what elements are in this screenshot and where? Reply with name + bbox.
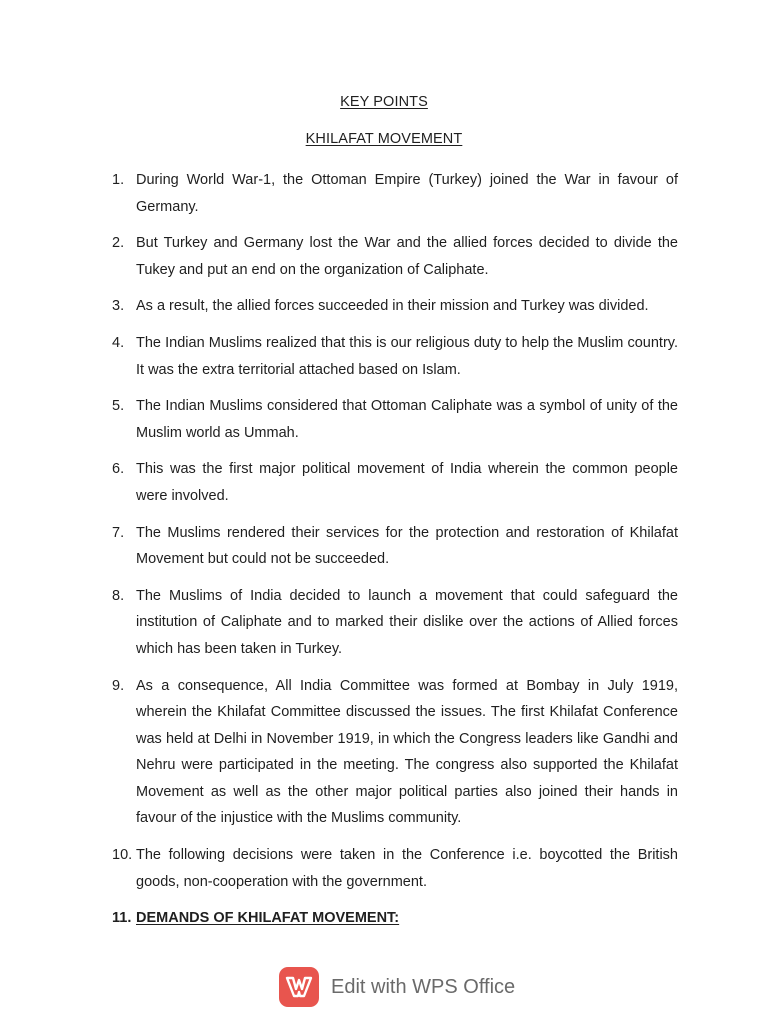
- list-item-number: 2.: [112, 235, 125, 252]
- list-item: [112, 673, 678, 833]
- list-item-text: The Indian Muslims realized that this is our religious duty to help the Muslim country. It was the extra territorial attached based on Islam.: [136, 334, 678, 378]
- list-item-text: The following decisions were taken in the Conference i.e. boycotted the British goods, non-cooperation with the government.: [136, 847, 678, 890]
- list-item-number: 4.: [112, 334, 125, 351]
- list-item-text: The Muslims of India decided to launch a movement that could safeguard the institution of Caliphate and to marked their dislike over the actions of Allied forces which has been taken in Turkey.: [136, 587, 678, 657]
- list-item-text: During World War-1, the Ottoman Empire (Turkey) joined the War in favour of Germany.: [136, 172, 678, 215]
- list-item: [112, 456, 678, 509]
- list-item-demands-heading: [112, 905, 678, 932]
- list-item: [112, 842, 678, 895]
- list-item: [112, 393, 678, 446]
- list-item-text: The Muslims rendered their services for the protection and restoration of Khilafat Movement but could not be succeeded.: [136, 524, 678, 568]
- page-title: KEY POINTS: [340, 94, 428, 110]
- list-item: [112, 293, 678, 320]
- wps-watermark[interactable]: [279, 965, 515, 1009]
- list-item-number: 9.: [112, 677, 125, 694]
- list-item: [112, 230, 678, 283]
- wps-logo-icon: [279, 967, 319, 1007]
- list-item-text: As a result, the allied forces succeeded in their mission and Turkey was divided.: [136, 298, 649, 315]
- list-item-number: 7.: [112, 524, 125, 541]
- list-item: [112, 330, 678, 383]
- list-item-text: DEMANDS OF KHILAFAT MOVEMENT:: [136, 910, 400, 927]
- list-item: [112, 583, 678, 663]
- list-item-text: This was the first major political movement of India wherein the common people were involved.: [136, 461, 678, 504]
- list-item: [112, 167, 678, 220]
- list-item-number: 3.: [112, 298, 125, 315]
- key-points-list: [112, 167, 678, 942]
- wps-watermark-label: Edit with WPS Office: [331, 975, 516, 998]
- list-item-number: 1.: [112, 172, 125, 188]
- list-item-number: 8.: [112, 587, 125, 604]
- list-item-number: 10.: [112, 847, 133, 864]
- list-item: [112, 520, 678, 573]
- list-item-text: But Turkey and Germany lost the War and the allied forces decided to divide the Tukey and put an end on the organization of Caliphate.: [136, 235, 678, 278]
- list-item-number: 11.: [112, 910, 132, 927]
- section-title: KHILAFAT MOVEMENT: [305, 131, 463, 147]
- list-item-number: 5.: [112, 398, 125, 415]
- list-item-number: 6.: [112, 461, 125, 478]
- list-item-text: As a consequence, All India Committee was formed at Bombay in July 1919, wherein the Khilafat Committee discussed the issues. The first Khilafat Conference was held at Delhi in November 1919, in which the Congress leaders like Gandhi and Nehru were participated in the meeting. The congress also supported the Khilafat Movement as well as the other major political parties also joined their hands in favour of the injustice with the Muslims community.: [136, 677, 678, 827]
- list-item-text: The Indian Muslims considered that Ottoman Caliphate was a symbol of unity of the Muslim world as Ummah.: [136, 398, 678, 441]
